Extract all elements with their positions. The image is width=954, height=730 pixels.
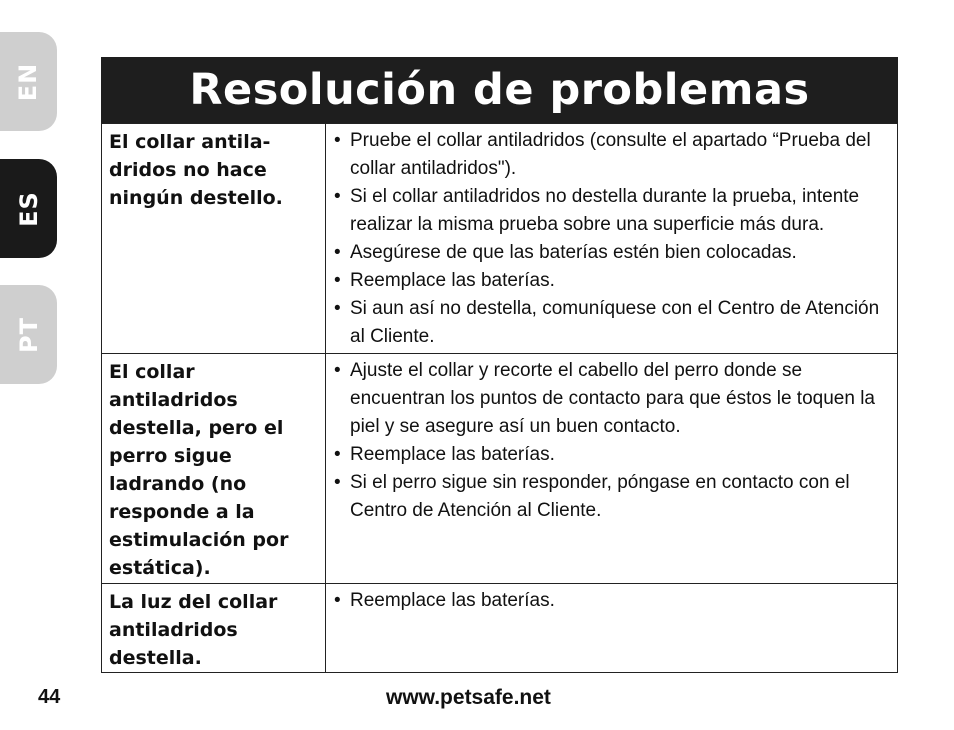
solution-list <box>334 127 891 351</box>
language-tab-label: EN <box>14 62 43 101</box>
solution-list <box>334 357 891 525</box>
list-item: • Reemplace las baterías. <box>334 587 891 615</box>
table-row <box>102 354 898 584</box>
list-item: • Pruebe el collar antiladridos (consulte el apartado “Prueba del collar antiladridos"). <box>334 127 891 183</box>
solution-list <box>334 587 891 615</box>
troubleshooting-table <box>101 123 898 673</box>
list-item: • Si aun así no destella, comuníquese con el Centro de Atención al Cliente. <box>334 295 891 351</box>
language-tab-pt[interactable] <box>0 285 57 384</box>
solution-cell <box>326 584 898 673</box>
problem-cell <box>102 354 326 584</box>
list-item: • Ajuste el collar y recorte el cabello del perro donde se encuentran los puntos de contacto para que éstos le toquen la piel y se asegure así un buen contacto. <box>334 357 891 441</box>
language-tab-label: ES <box>14 190 43 227</box>
language-tab-es[interactable] <box>0 159 57 258</box>
list-item: • Reemplace las baterías. <box>334 441 891 469</box>
problem-text: El collar antila-dridos no hace ningún destello. <box>109 131 283 209</box>
list-item: • Asegúrese de que las baterías estén bien colocadas. <box>334 239 891 267</box>
language-tab-label: PT <box>14 316 43 353</box>
problem-cell <box>102 584 326 673</box>
solution-cell <box>326 354 898 584</box>
footer-url-link[interactable]: www.petsafe.net <box>386 686 551 709</box>
language-tab-en[interactable] <box>0 32 57 131</box>
list-item: • Si el perro sigue sin responder, póngase en contacto con el Centro de Atención al Cliente. <box>334 469 891 525</box>
page-title: Resolución de problemas <box>189 65 810 115</box>
problem-cell <box>102 124 326 354</box>
list-item: • Si el collar antiladridos no destella durante la prueba, intente realizar la misma prueba sobre una superficie más dura. <box>334 183 891 239</box>
page-number: 44 <box>38 686 61 708</box>
solution-cell <box>326 124 898 354</box>
problem-text: El collar antiladridos destella, pero el perro sigue ladrando (no responde a la estimulación por estática). <box>109 361 289 579</box>
problem-text: La luz del collar antiladridos destella. <box>109 591 278 669</box>
table-row <box>102 124 898 354</box>
table-row <box>102 584 898 673</box>
title-bar <box>101 57 898 123</box>
list-item: • Reemplace las baterías. <box>334 267 891 295</box>
